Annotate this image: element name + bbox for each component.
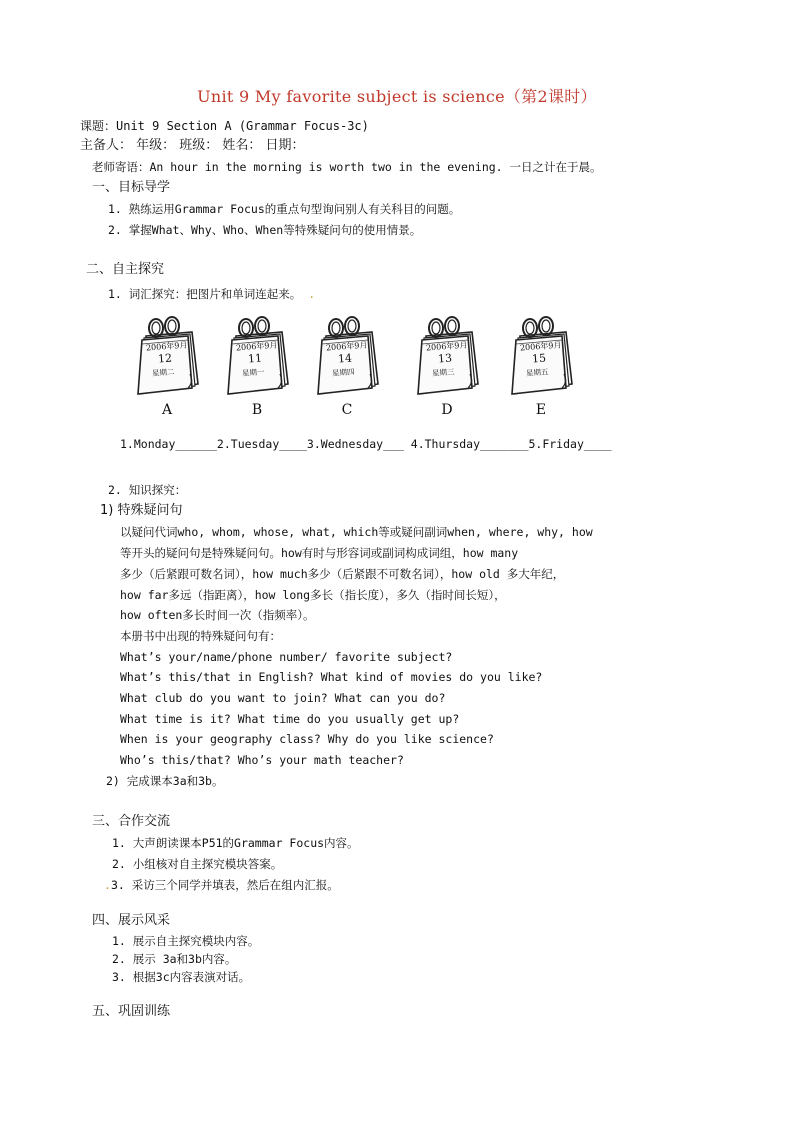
paragraph-line: 以疑问代词who, whom, whose, what, which等或疑问副词when, where, why, how — [120, 525, 593, 539]
section3-item: 1. 大声朗读课本P51的Grammar Focus内容。 — [112, 836, 359, 850]
section1-item: 2. 掌握What、Why、Who、When等特殊疑问句的使用情景。 — [108, 223, 422, 237]
calendar-month: 2006年9月 — [425, 340, 468, 353]
section5-heading: 五、巩固训练 — [92, 1004, 171, 1019]
calendar-illustration — [312, 314, 382, 396]
calendar-month: 2006年9月 — [145, 340, 188, 353]
section4-item: 3. 根据3c内容表演对话。 — [112, 970, 251, 984]
calendar-illustration — [506, 314, 576, 396]
teacher-motto: 老师寄语：An hour in the morning is worth two in the evening. 一日之计在于晨。 — [92, 160, 602, 174]
calendar-day: 15 — [531, 351, 547, 366]
question-line: When is your geography class? Why do you like science? — [120, 732, 494, 746]
paragraph-line: 等开头的疑问句是特殊疑问句。how有时与形容词或副词构成词组，how many — [120, 546, 519, 560]
topic-line: 课题：Unit 9 Section A (Grammar Focus-3c) — [80, 119, 369, 133]
section1-item: 1. 熟练运用Grammar Focus的重点句型询问别人有关科目的问题。 — [108, 202, 461, 216]
calendar-letter: D — [441, 402, 453, 418]
question-line: What’s this/that in English? What kind of movies do you like? — [120, 670, 543, 684]
calendar-weekday: 星期四 — [331, 367, 355, 378]
question-line: What’s your/name/phone number/ favorite subject? — [120, 650, 453, 664]
section3-item: .3. 采访三个同学并填表，然后在组内汇报。 — [104, 878, 339, 892]
calendar-month: 2006年9月 — [235, 340, 278, 353]
calendar-illustration — [132, 314, 202, 396]
paragraph-line: 本册书中出现的特殊疑问句有： — [120, 629, 281, 643]
vocab-title: 1. 词汇探究：把图片和单词连起来。 . — [108, 287, 316, 301]
match-line: 1.Monday______2.Tuesday____3.Wednesday___ 4.Thursday_______5.Friday____ — [120, 437, 612, 451]
calendar-month: 2006年9月 — [519, 340, 562, 353]
calendar-month: 2006年9月 — [325, 340, 368, 353]
calendar-day: 14 — [337, 351, 353, 366]
calendar-weekday: 星期一 — [241, 367, 265, 378]
paragraph-line: how often多长时间一次（指频率）。 — [120, 608, 315, 622]
calendar-letter: B — [251, 402, 263, 418]
section1-heading: 一、目标导学 — [92, 180, 171, 195]
complete-3a-3b: 2) 完成课本3a和3b。 — [106, 774, 224, 788]
calendar-illustration — [222, 314, 292, 396]
calendar-day: 11 — [247, 351, 263, 366]
calendar-letter: C — [341, 402, 353, 418]
section2-heading: 二、自主探究 — [86, 262, 165, 277]
calendar-letter: E — [535, 402, 547, 418]
preparer-row: 主备人： 年级： 班级： 姓名： 日期： — [80, 138, 305, 153]
section4-item: 1. 展示自主探究模块内容。 — [112, 934, 260, 948]
calendar-weekday: 星期二 — [151, 367, 175, 378]
paragraph-line: 多少（后紧跟可数名词），how much多少（后紧跟不可数名词），how old 多大年纪， — [120, 567, 565, 581]
calendar-weekday: 星期三 — [431, 367, 455, 378]
calendar-day: 13 — [437, 351, 453, 366]
special-question-heading: 1) 特殊疑问句 — [100, 503, 183, 518]
section4-item: 2. 展示 3a和3b内容。 — [112, 952, 237, 966]
paragraph-line: how far多远（指距离），how long多长（指长度），多久（指时间长短）， — [120, 588, 506, 602]
calendar-letter: A — [161, 402, 173, 418]
page-title: Unit 9 My favorite subject is science（第2课时） — [197, 87, 597, 106]
question-line: What time is it? What time do you usually get up? — [120, 712, 460, 726]
question-line: Who’s this/that? Who’s your math teacher? — [120, 753, 404, 767]
section4-heading: 四、展示风采 — [92, 913, 171, 928]
calendar-day: 12 — [157, 351, 173, 366]
calendar-weekday: 星期五 — [525, 367, 549, 378]
calendar-illustration — [412, 314, 482, 396]
section3-item: 2. 小组核对自主探究模块答案。 — [112, 857, 283, 871]
knowledge-title: 2. 知识探究： — [108, 483, 187, 497]
section3-heading: 三、合作交流 — [92, 814, 171, 829]
question-line: What club do you want to join? What can you do? — [120, 691, 446, 705]
